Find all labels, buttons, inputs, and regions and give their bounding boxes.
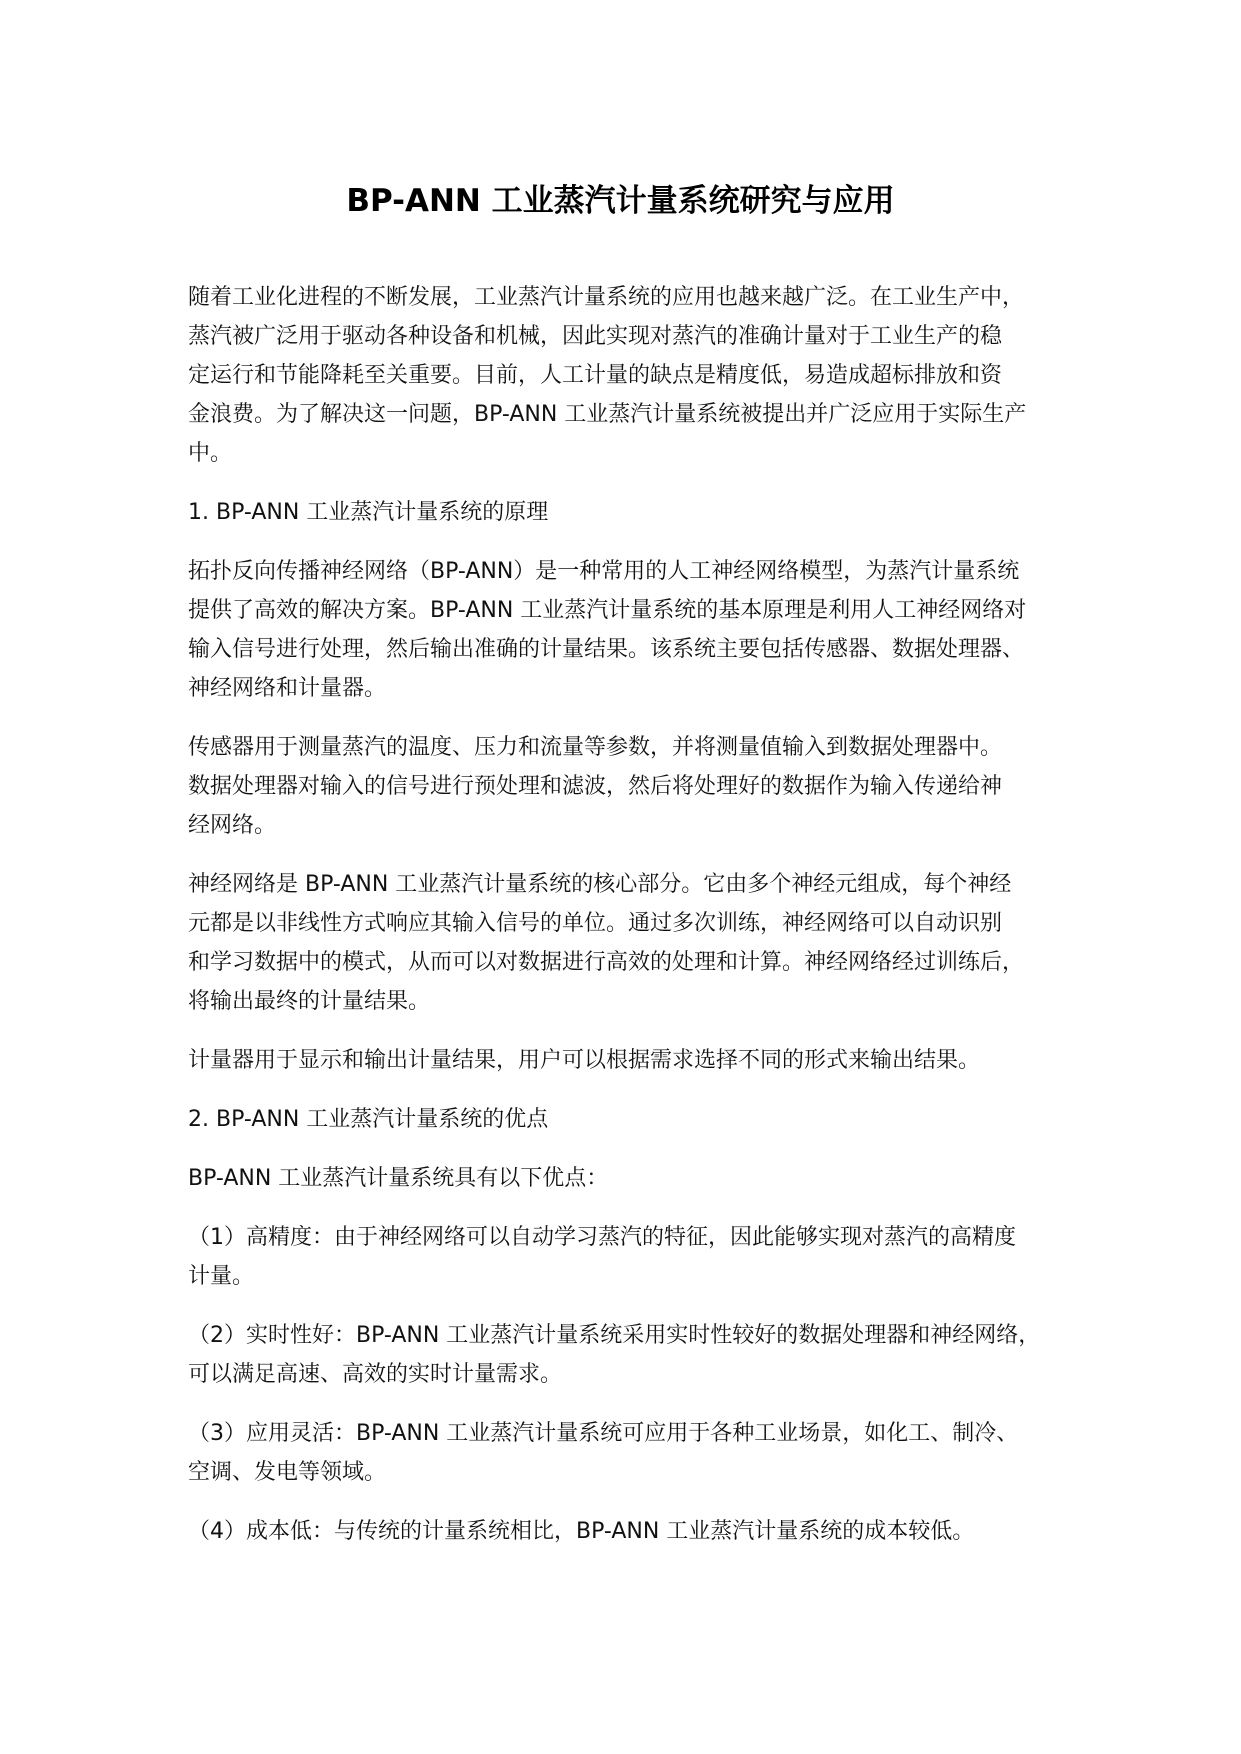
principle-paragraph-2 [188,728,1068,845]
advantage-item-3 [188,1414,1068,1492]
text-line: 经网络。 [188,813,277,838]
text-line: 神经网络是 BP-ANN 工业蒸汽计量系统的核心部分。它由多个神经元组成，每个神经 [188,872,1012,897]
advantage-item-1 [188,1218,1068,1296]
intro-paragraph [188,278,1068,473]
text-line: 提供了高效的解决方案。BP-ANN 工业蒸汽计量系统的基本原理是利用人工神经网络对 [188,598,1027,623]
text-line: 可以满足高速、高效的实时计量需求。 [188,1362,563,1387]
text-line: 神经网络和计量器。 [188,676,387,701]
text-line: 输入信号进行处理，然后输出准确的计量结果。该系统主要包括传感器、数据处理器、 [188,637,1025,662]
text-line: 拓扑反向传播神经网络（BP-ANN）是一种常用的人工神经网络模型，为蒸汽计量系统 [188,559,1020,584]
text-line: 计量器用于显示和输出计量结果，用户可以根据需求选择不同的形式来输出结果。 [188,1048,981,1073]
principle-paragraph-3 [188,865,1068,1021]
document-title: BP-ANN 工业蒸汽计量系统研究与应用 [346,183,895,219]
text-line: 金浪费。为了解决这一问题，BP-ANN 工业蒸汽计量系统被提出并广泛应用于实际生产 [188,402,1027,427]
text-line: 和学习数据中的模式，从而可以对数据进行高效的处理和计算。神经网络经过训练后， [188,950,1025,975]
text-line: 空调、发电等领域。 [188,1460,387,1485]
section-heading-principle: 1. BP-ANN 工业蒸汽计量系统的原理 [188,500,549,525]
section-heading-advantages: 2. BP-ANN 工业蒸汽计量系统的优点 [188,1107,549,1132]
text-line: （1）高精度：由于神经网络可以自动学习蒸汽的特征，因此能够实现对蒸汽的高精度 [188,1225,1016,1250]
text-line: （2）实时性好：BP-ANN 工业蒸汽计量系统采用实时性较好的数据处理器和神经网络， [188,1323,1041,1348]
advantage-item-4 [188,1512,1068,1551]
text-line: BP-ANN 工业蒸汽计量系统具有以下优点： [188,1166,609,1191]
text-line: 计量。 [188,1264,255,1289]
text-line: 传感器用于测量蒸汽的温度、压力和流量等参数，并将测量值输入到数据处理器中。 [188,735,1003,760]
text-line: 随着工业化进程的不断发展，工业蒸汽计量系统的应用也越来越广泛。在工业生产中， [188,285,1025,310]
text-line: 蒸汽被广泛用于驱动各种设备和机械，因此实现对蒸汽的准确计量对于工业生产的稳 [188,324,1003,349]
text-line: 中。 [188,441,233,466]
text-line: 将输出最终的计量结果。 [188,989,431,1014]
principle-paragraph-4 [188,1041,1068,1080]
text-line: （3）应用灵活：BP-ANN 工业蒸汽计量系统可应用于各种工业场景，如化工、制冷、 [188,1421,1019,1446]
advantage-item-2 [188,1316,1068,1394]
text-line: 定运行和节能降耗至关重要。目前，人工计量的缺点是精度低，易造成超标排放和资 [188,363,1003,388]
advantages-intro [188,1159,1068,1198]
text-line: 元都是以非线性方式响应其输入信号的单位。通过多次训练，神经网络可以自动识别 [188,911,1003,936]
text-line: （4）成本低：与传统的计量系统相比，BP-ANN 工业蒸汽计量系统的成本较低。 [188,1519,975,1544]
principle-paragraph-1 [188,552,1068,708]
text-line: 数据处理器对输入的信号进行预处理和滤波，然后将处理好的数据作为输入传递给神 [188,774,1003,799]
document-body [188,278,1068,1571]
